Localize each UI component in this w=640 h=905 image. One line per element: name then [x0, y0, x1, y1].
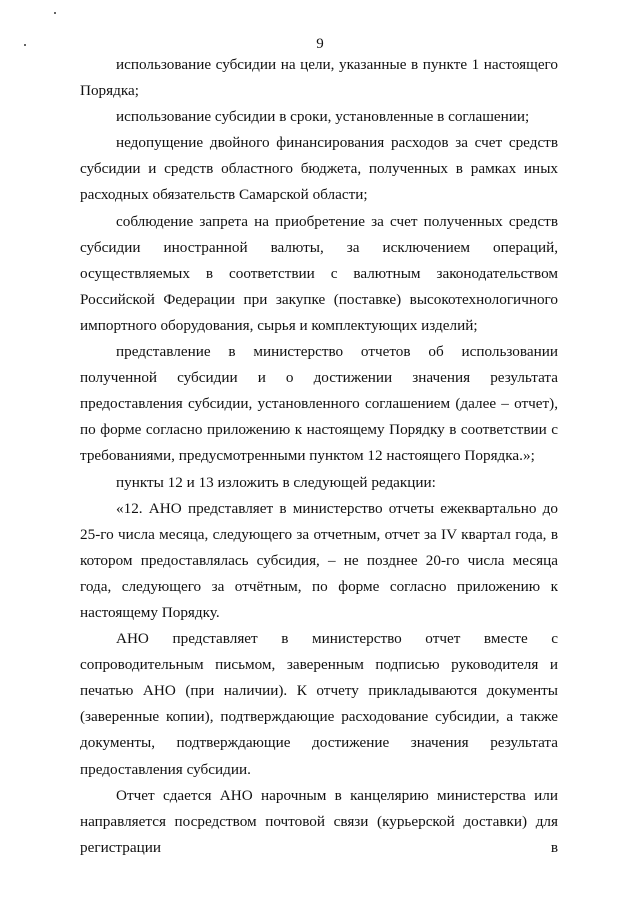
paragraph: представление в министерство отчетов об использовании полученной субсидии и о достижении значения результата предоставления субсидии, установленного соглашением (далее – отчет), по форме согласно приложению к настоящему Порядку в соответствии с требованиями, предусмотренными пунктом 12 настоящего Порядка.»; — [80, 343, 558, 465]
paragraph: использование субсидии в сроки, установленные в соглашении; — [116, 108, 530, 126]
paragraph: Отчет сдается АНО нарочным в канцелярию министерства или направляется посредством почтовой связи (курьерской доставки) для регистрации в — [80, 786, 558, 856]
paragraph: «12. АНО представляет в министерство отчеты ежеквартально до 25-го числа месяца, следующего за отчетным, отчет за IV квартал года, в котором предоставлялась субсидия, – не позднее 20-го числа месяца года, следующего за отчётным, по форме согласно приложению к настоящему Порядку. — [80, 499, 558, 621]
scan-speck — [54, 12, 56, 14]
paragraph: АНО представляет в министерство отчет вместе с сопроводительным письмом, заверенным подписью руководителя и печатью АНО (при наличии). К отчету прикладываются документы (заверенные копии), подтверждающие расходование субсидии, а также документы, подтверждающие достижение значения результата предоставления субсидии. — [80, 630, 558, 778]
page-number: 9 — [316, 36, 324, 52]
paragraph: пункты 12 и 13 изложить в следующей редакции: — [116, 473, 436, 491]
document-body — [80, 52, 558, 861]
paragraph: соблюдение запрета на приобретение за счет полученных средств субсидии иностранной валюты, за исключением операций, осуществляемых в соответствии с валютным законодательством Российской Федерации при закупке (поставке) высокотехнологичного импортного оборудования, сырья и комплектующих изделий; — [80, 212, 558, 334]
paragraph: использование субсидии на цели, указанные в пункте 1 настоящего Порядка; — [80, 56, 558, 100]
paragraph: недопущение двойного финансирования расходов за счет средств субсидии и средств областного бюджета, полученных в рамках иных расходных обязательств Самарской области; — [80, 134, 558, 204]
